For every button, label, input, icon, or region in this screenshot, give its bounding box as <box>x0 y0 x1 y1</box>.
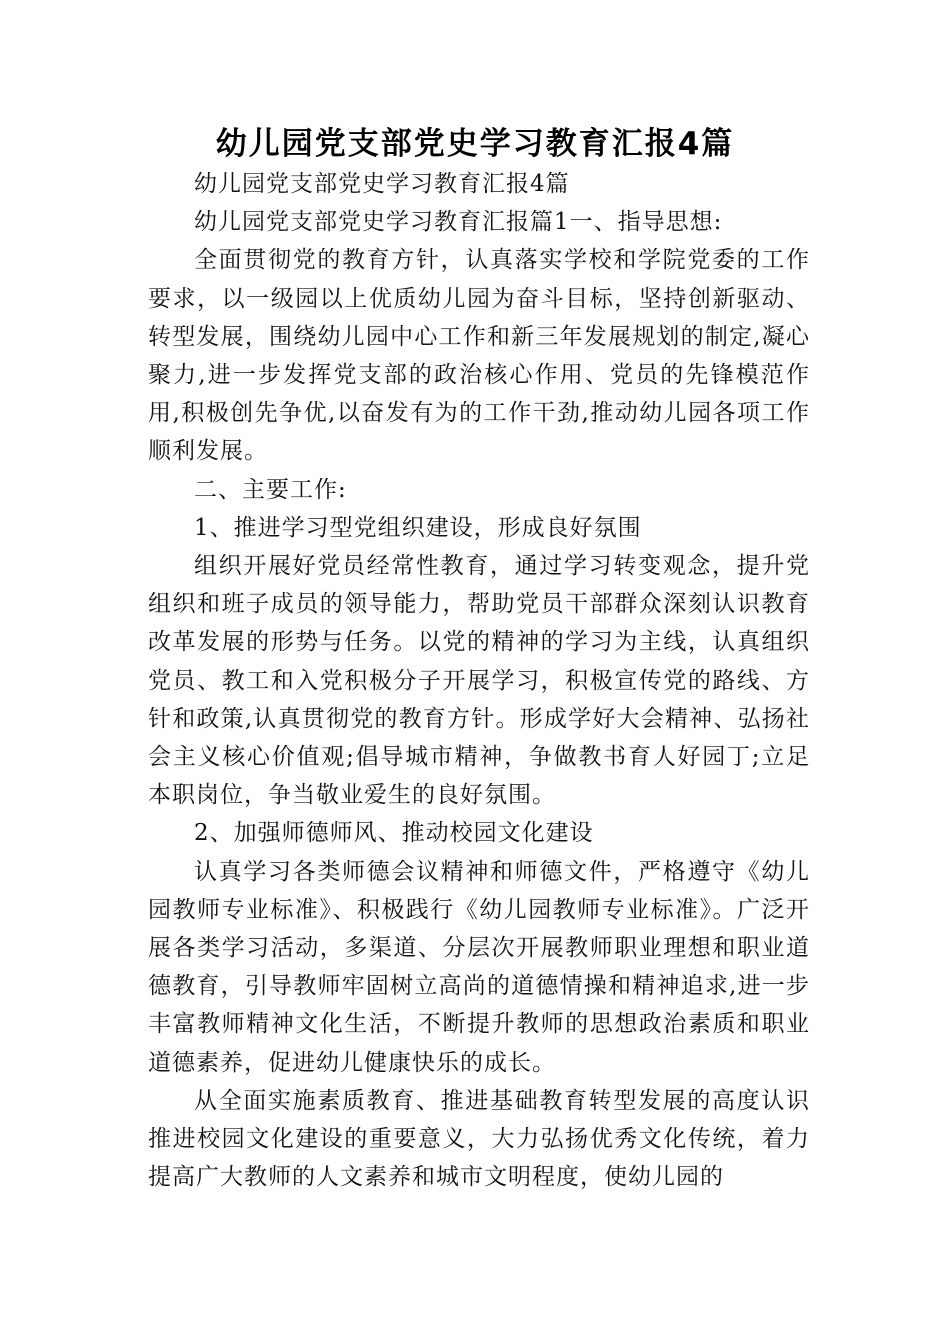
paragraph-section2-body: 认真学习各类师德会议精神和师德文件，严格遵守《幼儿园教师专业标准》、积极践行《幼儿园教师专业标准》。广泛开展各类学习活动，多渠道、分层次开展教师职业理想和职业道德教育，引导教师牢固树立高尚的道德情操和精神追求,进一步丰富教师精神文化生活，不断提升教师的思想政治素质和职业道德素养，促进幼儿健康快乐的成长。 <box>148 858 810 1076</box>
paragraph-section2-heading: 2、加强师德师风、推动校园文化建设 <box>194 820 594 847</box>
paragraph-guiding-thought: 全面贯彻党的教育方针，认真落实学校和学院党委的工作要求，以一级园以上优质幼儿园为奋斗目标，坚持创新驱动、转型发展，围绕幼儿园中心工作和新三年发展规划的制定,凝心聚力,进一步发挥党支部的政治核心作用、党员的先锋模范作用,积极创先争优,以奋发有为的工作干劲,推动幼儿园各项工作顺利发展。 <box>148 247 810 465</box>
paragraph-campus-culture: 从全面实施素质教育、推进基础教育转型发展的高度认识推进校园文化建设的重要意义，大力弘扬优秀文化传统，着力提高广大教师的人文素养和城市文明程度，使幼儿园的 <box>148 1087 810 1191</box>
paragraph-part1-heading: 幼儿园党支部党史学习教育汇报篇1一、指导思想: <box>194 209 723 236</box>
document-title: 幼儿园党支部党史学习教育汇报4篇 <box>215 126 735 162</box>
document-body <box>148 165 810 1196</box>
paragraph-subtitle: 幼儿园党支部党史学习教育汇报4篇 <box>194 171 570 197</box>
paragraph-section1-heading: 1、推进学习型党组织建设，形成良好氛围 <box>194 514 642 541</box>
paragraph-main-work-heading: 二、主要工作: <box>194 476 347 503</box>
paragraph-section1-body: 组织开展好党员经常性教育，通过学习转变观念，提升党组织和班子成员的领导能力，帮助党员干部群众深刻认识教育改革发展的形势与任务。以党的精神的学习为主线，认真组织党员、教工和入党积极分子开展学习，积极宣传党的路线、方针和政策,认真贯彻党的教育方针。形成学好大会精神、弘扬社会主义核心价值观;倡导城市精神，争做教书育人好园丁;立足本职岗位，争当敬业爱生的良好氛围。 <box>148 553 810 809</box>
